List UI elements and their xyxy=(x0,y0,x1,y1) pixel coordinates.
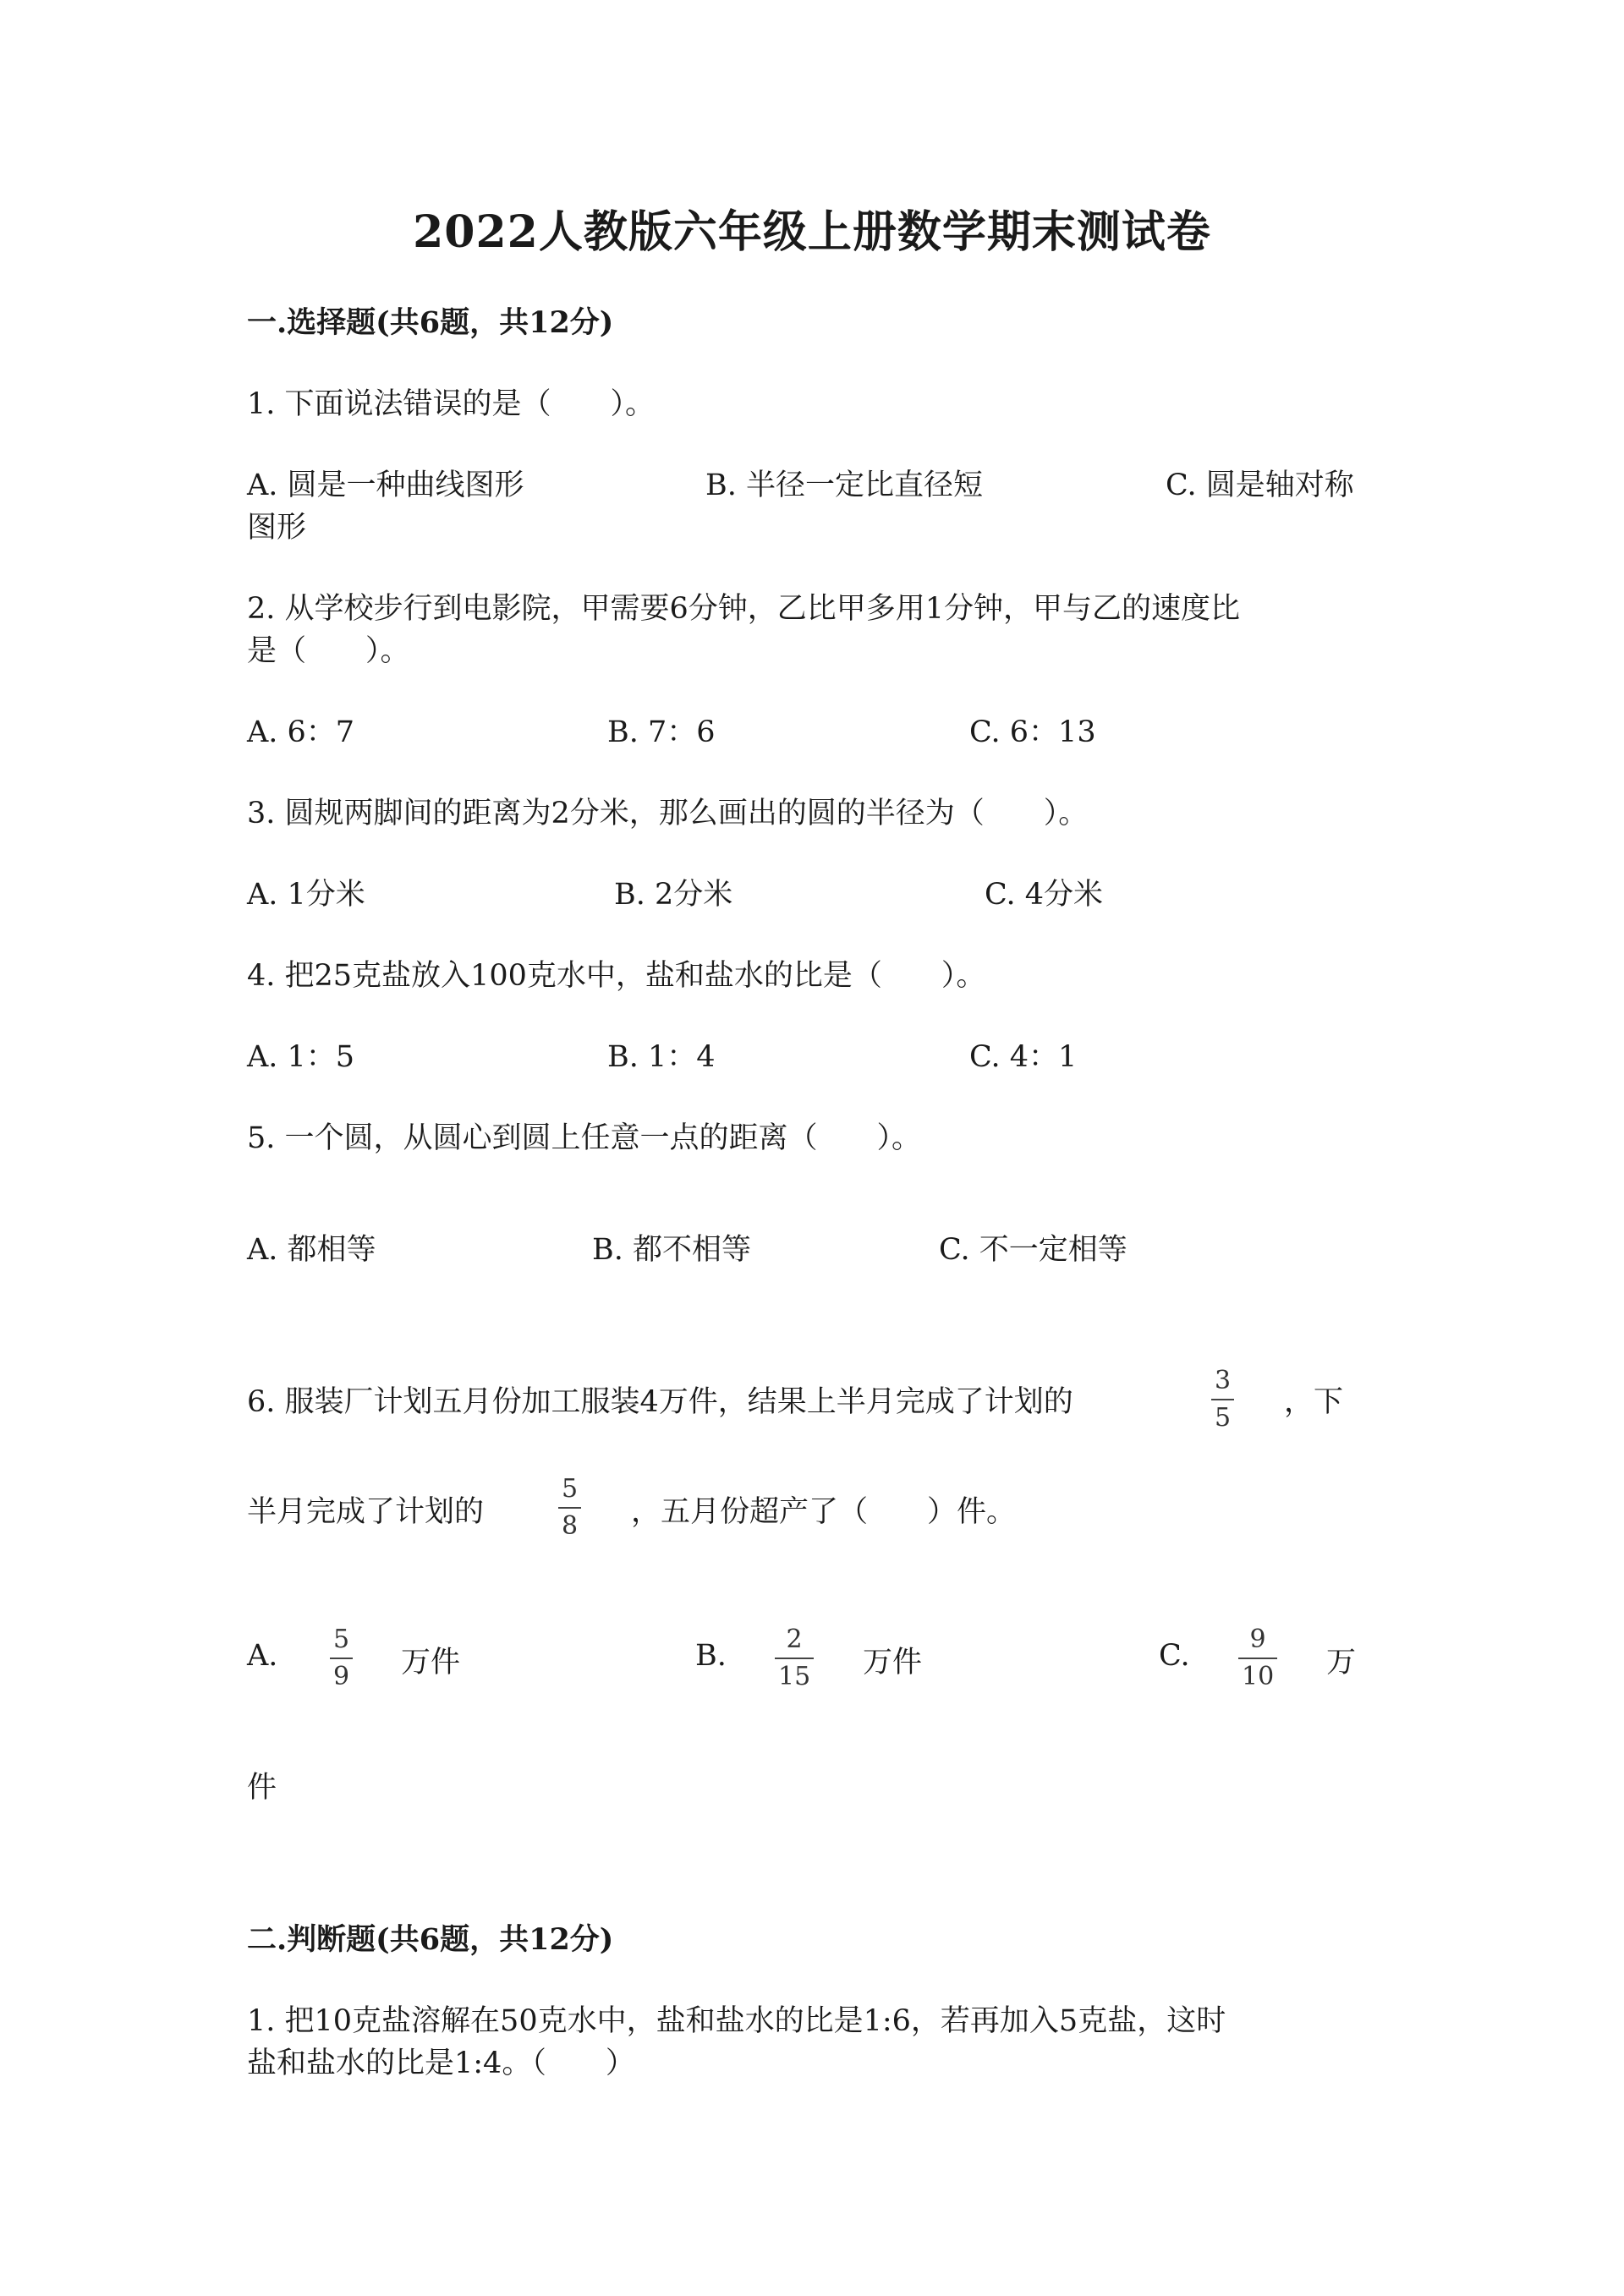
fraction-numerator: 2 xyxy=(786,1625,803,1654)
question-4-stem: 4. 把25克盐放入100克水中，盐和盐水的比是（ ）。 xyxy=(247,959,986,993)
fraction-denominator: 15 xyxy=(778,1662,811,1691)
fraction-denominator: 5 xyxy=(1215,1403,1232,1433)
question-4-option-c: C. 4：1 xyxy=(969,1040,1078,1074)
question-1-option-a: A. 圆是一种曲线图形 xyxy=(247,469,524,502)
question-1-option-c: C. 圆是轴对称 xyxy=(1166,469,1354,502)
section-heading-choice: 一.选择题(共6题，共12分) xyxy=(247,305,614,340)
question-6-option-a-label: A. xyxy=(247,1639,278,1673)
page-title: 2022人教版六年级上册数学期末测试卷 xyxy=(413,206,1211,258)
fraction-denominator: 9 xyxy=(333,1662,350,1691)
question-1-option-b: B. 半径一定比直径短 xyxy=(705,469,983,502)
question-3-stem: 3. 圆规两脚间的距离为2分米，那么画出的圆的半径为（ ）。 xyxy=(247,797,1089,830)
fraction-denominator: 10 xyxy=(1242,1662,1275,1691)
question-3-option-a: A. 1分米 xyxy=(247,878,365,912)
judgement-1-line-1: 1. 把10克盐溶解在50克水中，盐和盐水的比是1:6，若再加入5克盐，这时 xyxy=(247,2004,1226,2038)
question-6-fraction-second-half xyxy=(558,1474,581,1541)
question-6-option-b-fraction xyxy=(775,1627,814,1690)
question-6-fraction-first-half xyxy=(1211,1368,1234,1431)
question-6-option-a-fraction xyxy=(330,1627,353,1690)
fraction-numerator: 5 xyxy=(562,1474,579,1504)
question-3-option-c: C. 4分米 xyxy=(985,878,1104,912)
fraction-numerator: 9 xyxy=(1249,1625,1266,1654)
question-6-line-2a: 半月完成了计划的 xyxy=(247,1495,485,1529)
question-6-option-b-unit: 万件 xyxy=(863,1646,923,1680)
question-5-option-a: A. 都相等 xyxy=(247,1233,376,1267)
question-6-line-1a: 6. 服装厂计划五月份加工服装4万件，结果上半月完成了计划的 xyxy=(247,1385,1073,1419)
question-2-option-a: A. 6：7 xyxy=(247,715,355,749)
question-6-option-a-unit: 万件 xyxy=(401,1646,461,1680)
fraction-numerator: 5 xyxy=(333,1625,350,1654)
question-5-option-b: B. 都不相等 xyxy=(592,1233,751,1267)
question-6-option-c-unit: 万 xyxy=(1326,1646,1357,1680)
question-4-option-b: B. 1：4 xyxy=(607,1040,716,1074)
question-5-stem: 5. 一个圆，从圆心到圆上任意一点的距离（ ）。 xyxy=(247,1121,922,1155)
question-1-option-c-wrap: 图形 xyxy=(247,511,307,545)
question-2-line-1: 2. 从学校步行到电影院，甲需要6分钟，乙比甲多用1分钟，甲与乙的速度比 xyxy=(247,592,1241,626)
question-4-option-a: A. 1：5 xyxy=(247,1040,355,1074)
question-6-line-2b: ，五月份超产了（ ）件。 xyxy=(631,1495,1017,1529)
section-heading-judgement: 二.判断题(共6题，共12分) xyxy=(247,1922,614,1957)
question-6-option-c-fraction xyxy=(1238,1627,1277,1690)
question-1-stem: 1. 下面说法错误的是（ ）。 xyxy=(247,387,656,421)
judgement-1-line-2: 盐和盐水的比是1:4。（ ） xyxy=(247,2047,635,2080)
question-2-line-2: 是（ ）。 xyxy=(247,634,410,668)
question-2-option-c: C. 6：13 xyxy=(969,715,1096,749)
question-6-option-c-label: C. xyxy=(1159,1639,1190,1673)
question-6-line-1b: ，下 xyxy=(1284,1385,1344,1419)
question-6-option-c-wrap: 件 xyxy=(247,1771,277,1805)
fraction-denominator: 8 xyxy=(562,1511,579,1541)
fraction-numerator: 3 xyxy=(1215,1366,1232,1395)
question-5-option-c: C. 不一定相等 xyxy=(939,1233,1127,1267)
question-3-option-b: B. 2分米 xyxy=(614,878,733,912)
question-2-option-b: B. 7：6 xyxy=(607,715,716,749)
question-6-option-b-label: B. xyxy=(695,1639,727,1673)
